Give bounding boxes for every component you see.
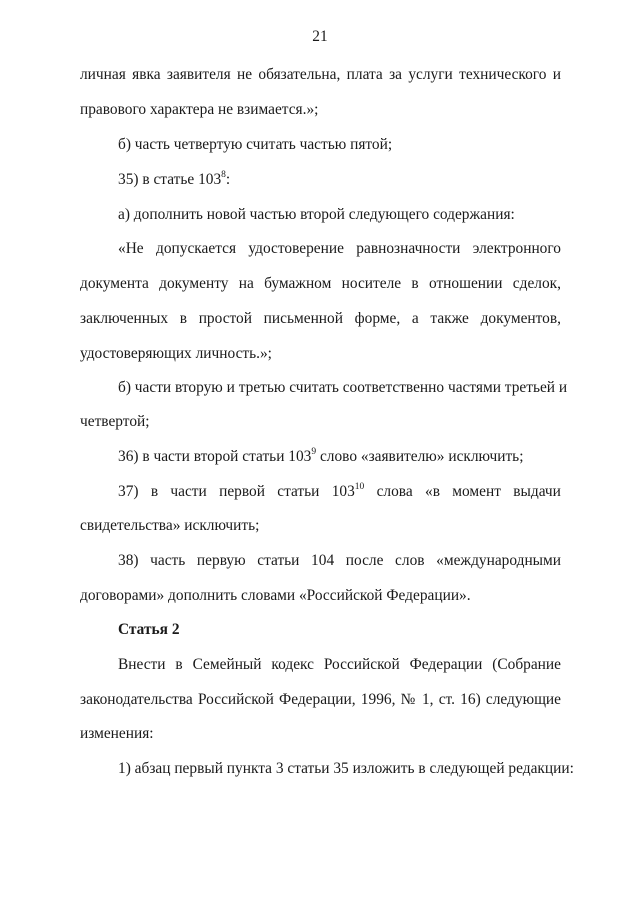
page-number: 21 [312,28,328,45]
text-line: законодательства Российской Федерации, 1996, № 1, ст. 16) следующие [80,691,561,708]
text-line: изменения: [80,725,154,742]
text-fragment: 36) в части второй статьи 103 [118,448,312,465]
text-word: момент [452,483,501,500]
text-line: 38) часть первую статьи 104 после слов «международными [118,552,561,569]
text-line: заключенных в простой письменной форме, а также документов, [80,310,561,327]
text-line: личная явка заявителя не обязательна, плата за услуги технического и [80,66,561,83]
text-line: б) часть четвертую считать частью пятой; [118,136,393,153]
article-heading: Статья 2 [118,621,180,638]
text-line: документа документу на бумажном носителе в отношении сделок, [80,275,561,292]
text-line: правового характера не взимается.»; [80,101,319,118]
text-line: 1) абзац первый пункта 3 статьи 35 изложить в следующей редакции: [118,760,574,777]
text-word: слова [376,483,413,500]
text-line: договорами» дополнить словами «Российской Федерации». [80,587,471,604]
text-fragment: 35) в статье 103 [118,171,222,188]
text-fragment: слово «заявителю» исключить; [316,448,524,465]
text-word: статьи [277,483,320,500]
text-word: выдачи [513,483,561,500]
text-line: а) дополнить новой частью второй следующего содержания: [118,206,515,223]
text-word: в [150,483,159,500]
text-word: первой [219,483,265,500]
text-word: «в [425,483,440,500]
text-line: удостоверяющих личность.»; [80,345,272,362]
superscript: 8 [221,169,226,180]
superscript: 10 [354,481,365,492]
text-word: 37) [118,483,139,500]
text-word: части [170,483,207,500]
text-word: $103^{10}$ [331,481,365,500]
text-line [118,171,561,189]
text-line: Внести в Семейный кодекс Российской Федерации (Собрание [118,656,561,673]
text-fragment: : [225,171,231,188]
superscript: 9 [311,446,317,457]
text-line: б) части вторую и третью считать соответственно частями третьей и [118,379,568,396]
text-line: «Не допускается удостоверение равнозначности электронного [118,240,561,257]
text-line: свидетельства» исключить; [80,517,260,534]
text-line: четвертой; [80,413,150,430]
text-line [118,483,561,501]
text-line [118,448,561,466]
